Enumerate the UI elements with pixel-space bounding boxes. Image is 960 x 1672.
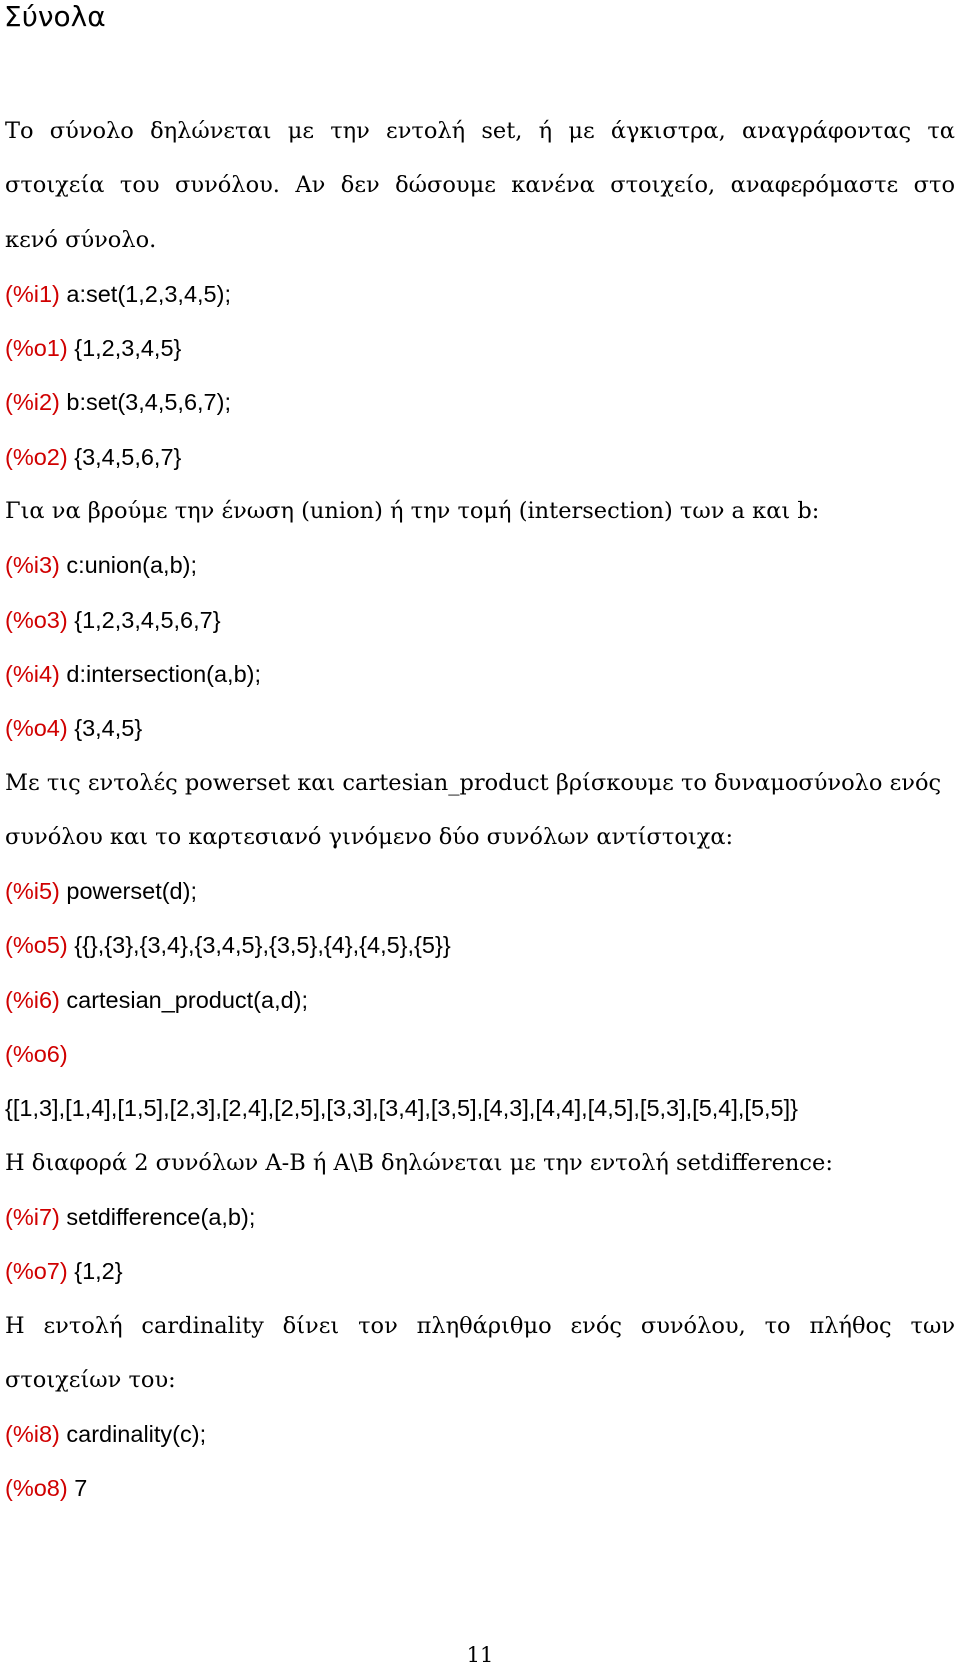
maxima-command: powerset(d);: [66, 878, 197, 905]
intro-paragraph-line: κενό σύνολο.: [5, 226, 157, 253]
maxima-command: c:union(a,b);: [66, 552, 198, 579]
input-prompt-label: (%i1): [5, 280, 60, 307]
input-prompt-label: (%i7): [5, 1203, 60, 1230]
powerset-paragraph-line: συνόλου και το καρτεσιανό γινόμενο δύο συνόλων αντίστοιχα:: [5, 823, 734, 850]
cardinality-paragraph-line: στοιχείων του:: [5, 1366, 176, 1393]
maxima-command: cartesian_product(a,d);: [66, 986, 309, 1013]
output-prompt-label: (%o3): [5, 606, 68, 633]
maxima-output-line: [5, 1035, 955, 1089]
maxima-output-line: [5, 1252, 955, 1306]
output-prompt-label: (%o4): [5, 715, 68, 742]
input-prompt-label: (%i4): [5, 660, 60, 687]
union-paragraph: Για να βρούμε την ένωση (union) ή την τομή (intersection) των a και b:: [5, 498, 820, 525]
output-prompt-label: (%o8): [5, 1475, 68, 1502]
maxima-output-line: [5, 601, 955, 655]
output-prompt-label: (%o7): [5, 1258, 68, 1285]
maxima-command: cardinality(c);: [66, 1421, 207, 1448]
input-prompt-label: (%i3): [5, 552, 60, 579]
maxima-command: b:set(3,4,5,6,7);: [66, 389, 231, 416]
input-prompt-label: (%i8): [5, 1421, 60, 1448]
maxima-result: {1,2,3,4,5,6,7}: [74, 606, 221, 633]
maxima-output-line: [5, 438, 955, 492]
maxima-input-line: [5, 275, 955, 329]
maxima-result: 7: [74, 1475, 88, 1502]
input-prompt-label: (%i2): [5, 389, 60, 416]
maxima-input-line: [5, 872, 955, 926]
input-prompt-label: (%i5): [5, 878, 60, 905]
powerset-paragraph-line: Με τις εντολές powerset και cartesian_product βρίσκουμε το δυναμοσύνολο ενός: [5, 769, 942, 796]
output-prompt-label: (%o2): [5, 443, 68, 470]
maxima-result: {{},{3},{3,4},{3,4,5},{3,5},{4},{4,5},{5}}: [74, 932, 451, 959]
maxima-command: a:set(1,2,3,4,5);: [66, 280, 231, 307]
maxima-input-line: [5, 655, 955, 709]
document-body: [5, 112, 955, 1524]
maxima-output-line: [5, 926, 955, 980]
maxima-result: {1,2,3,4,5}: [74, 335, 182, 362]
output-prompt-label: (%o1): [5, 335, 68, 362]
output-prompt-label: (%o6): [5, 1041, 68, 1068]
intro-paragraph-line: Το σύνολο δηλώνεται με την εντολή set, ή με άγκιστρα, αναγράφοντας τα: [5, 118, 955, 144]
maxima-output-line: [5, 709, 955, 763]
page-number: 11: [466, 1643, 494, 1667]
maxima-input-line: [5, 981, 955, 1035]
maxima-input-line: [5, 1415, 955, 1469]
maxima-result: {1,2}: [74, 1258, 123, 1285]
maxima-command: setdifference(a,b);: [66, 1203, 256, 1230]
maxima-result: {3,4,5}: [74, 715, 143, 742]
difference-paragraph: Η διαφορά 2 συνόλων A-B ή A\B δηλώνεται με την εντολή setdifference:: [5, 1149, 833, 1176]
maxima-output-line: [5, 1469, 955, 1523]
maxima-input-line: [5, 1198, 955, 1252]
cardinality-paragraph-line: Η εντολή cardinality δίνει τον πληθάριθμο ενός συνόλου, το πλήθος των: [5, 1312, 955, 1339]
page-title: Σύνολα: [4, 0, 106, 33]
maxima-input-line: [5, 546, 955, 600]
cartesian-product-result: {[1,3],[1,4],[1,5],[2,3],[2,4],[2,5],[3,3],[3,4],[3,5],[4,3],[4,4],[4,5],[5,3],[5,4],[5,5]}: [5, 1095, 798, 1122]
maxima-input-line: [5, 383, 955, 437]
maxima-result: {3,4,5,6,7}: [74, 443, 182, 470]
intro-paragraph-line: στοιχεία του συνόλου. Αν δεν δώσουμε κανένα στοιχείο, αναφερόμαστε στο: [5, 172, 955, 199]
input-prompt-label: (%i6): [5, 986, 60, 1013]
maxima-command: d:intersection(a,b);: [66, 660, 261, 687]
maxima-output-line: [5, 329, 955, 383]
output-prompt-label: (%o5): [5, 932, 68, 959]
